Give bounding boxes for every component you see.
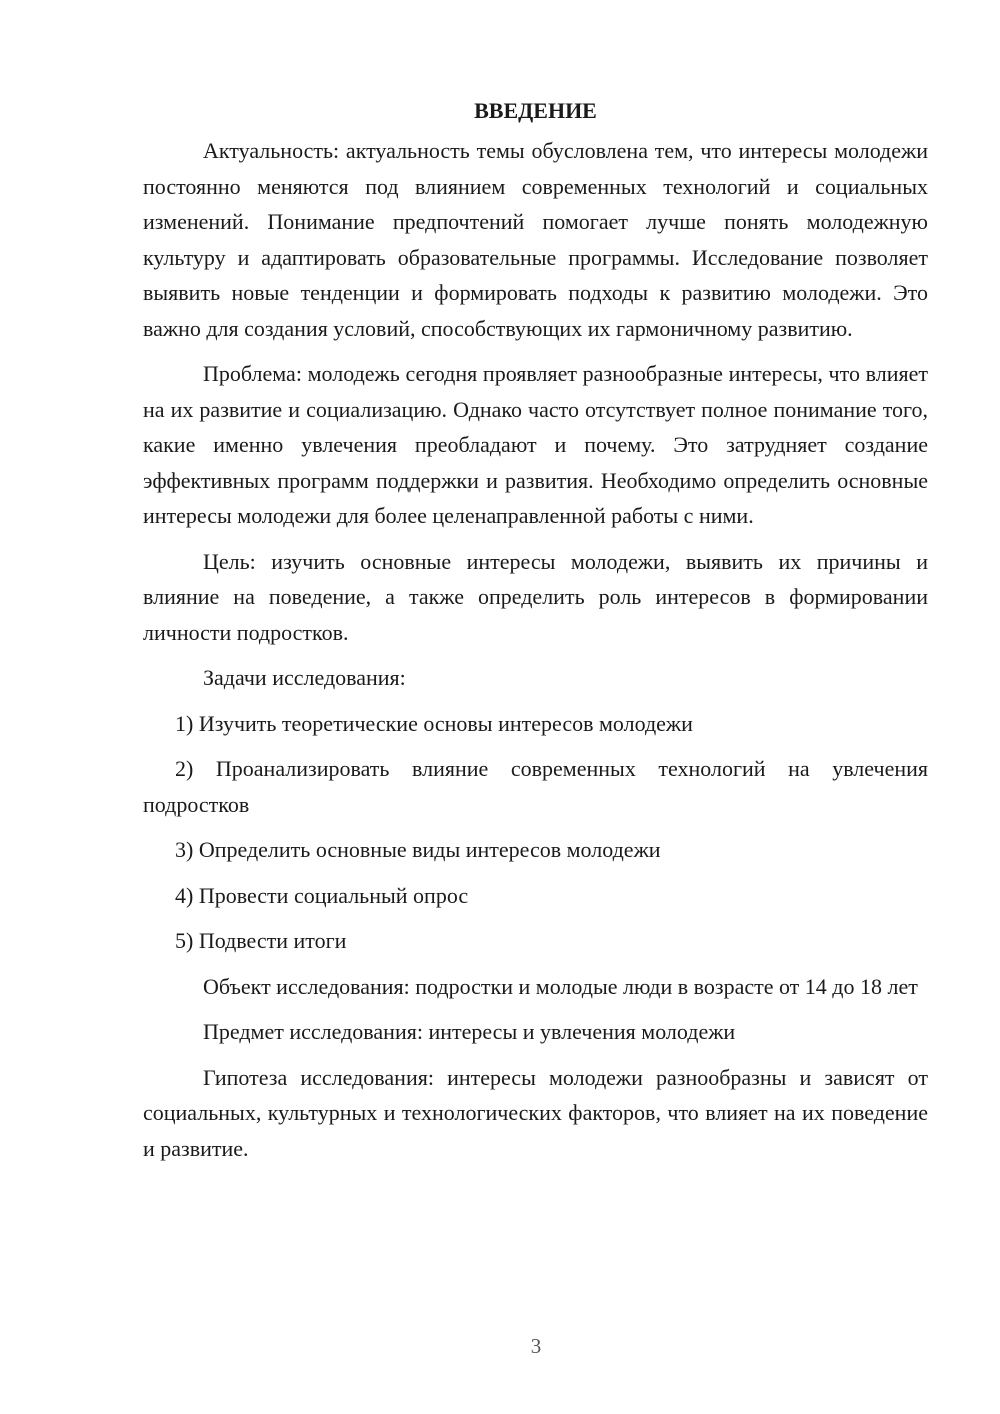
tasks-heading: Задачи исследования: [203, 665, 406, 690]
task-item-1: 1) Изучить теоретические основы интересов молодежи [175, 710, 693, 736]
page-number: 3 [530, 1334, 542, 1358]
paragraph-goal: Цель: изучить основные интересы молодежи, выявить их причины и влияние на поведение, а также определить роль интересов в формировании личности подростков. [143, 548, 928, 645]
task-item-4: 4) Провести социальный опрос [175, 882, 469, 908]
paragraph-relevance: Актуальность: актуальность темы обусловлена тем, что интересы молодежи постоянно меняются под влиянием современных технологий и социальных изменений. Понимание предпочтений помогает лучше понять молодежную культуру и адаптировать образовательные программы. Исследование позволяет выявить новые тенденции и формировать подходы к развитию молодежи. Это важно для создания условий, способствующих их гармоничному развитию. [143, 138, 928, 341]
task-item-5: 5) Подвести итоги [175, 928, 347, 953]
paragraph-subject: Предмет исследования: интересы и увлечения молодежи [203, 1019, 736, 1044]
task-item-3: 3) Определить основные виды интересов молодежи [175, 837, 661, 862]
tasks-list [143, 706, 928, 959]
paragraph-hypothesis: Гипотеза исследования: интересы молодежи разнообразны и зависят от социальных, культурных и технологических факторов, что влияет на их поведение и развитие. [143, 1064, 928, 1161]
document-page [143, 95, 928, 1176]
task-item-2: 2) Проанализировать влияние современных технологий на увлечения подростков [143, 756, 928, 817]
paragraph-object: Объект исследования: подростки и молодые люди в возрасте от 14 до 18 лет [203, 973, 918, 999]
section-title: ВВЕДЕНИЕ [474, 98, 597, 123]
paragraph-problem: Проблема: молодежь сегодня проявляет разнообразные интересы, что влияет на их развитие и социализацию. Однако часто отсутствует полное понимание того, какие именно увлечения преобладают и почему. Это затрудняет создание эффективных программ поддержки и развития. Необходимо определить основные интересы молодежи для более целенаправленной работы с ними. [143, 361, 928, 528]
